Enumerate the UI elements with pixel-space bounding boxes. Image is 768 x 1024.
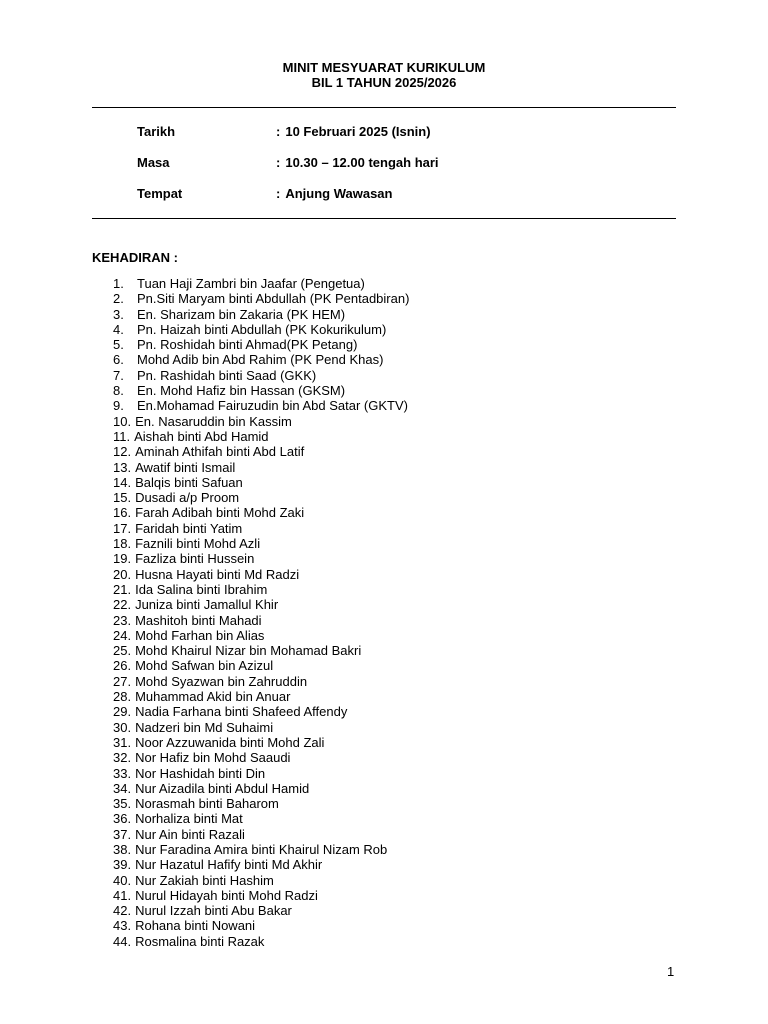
list-item-number: 10. <box>113 413 132 429</box>
list-item <box>113 735 409 750</box>
list-item-number: 27. <box>113 673 132 689</box>
attendance-heading: KEHADIRAN : <box>92 250 178 265</box>
list-item <box>113 276 409 291</box>
list-item <box>113 414 409 429</box>
list-item <box>113 796 409 811</box>
info-value <box>276 186 392 202</box>
document-title: MINIT MESYUARAT KURIKULUM <box>282 60 486 75</box>
list-item-number: 19. <box>113 551 132 567</box>
list-item <box>113 628 409 643</box>
top-divider <box>92 107 676 108</box>
list-item <box>113 597 409 612</box>
list-item-name: En. Sharizam bin Zakaria (PK HEM) <box>137 306 346 322</box>
info-colon: : <box>276 155 281 170</box>
info-row-masa <box>137 155 677 171</box>
list-item-number: 11. <box>113 428 131 444</box>
list-item-number: 36. <box>113 811 132 827</box>
list-item-number: 1. <box>113 276 124 291</box>
list-item <box>113 613 409 628</box>
list-item-name: Noor Azzuwanida binti Mohd Zali <box>135 734 325 750</box>
list-item <box>113 337 409 352</box>
list-item-name: Nur Faradina Amira binti Khairul Nizam Rob <box>135 841 388 857</box>
list-item-name: Aminah Athifah binti Abd Latif <box>135 444 305 460</box>
list-item-number: 39. <box>113 857 132 873</box>
list-item-name: En. Mohd Hafiz bin Hassan (GKSM) <box>137 383 346 399</box>
list-item <box>113 307 409 322</box>
list-item <box>113 429 409 444</box>
list-item-number: 44. <box>113 933 132 949</box>
info-value-text: 10 Februari 2025 (Isnin) <box>285 124 431 139</box>
list-item <box>113 811 409 826</box>
list-item-number: 15. <box>113 490 132 506</box>
list-item-number: 21. <box>113 581 132 597</box>
attendance-list <box>113 276 409 949</box>
list-item-name: Mohd Safwan bin Azizul <box>135 658 274 674</box>
list-item-number: 37. <box>113 826 132 842</box>
list-item-number: 24. <box>113 627 132 643</box>
list-item-number: 26. <box>113 658 132 674</box>
list-item-name: Balqis binti Safuan <box>135 474 243 490</box>
list-item-name: Norasmah binti Baharom <box>135 796 279 812</box>
list-item-number: 5. <box>113 337 124 353</box>
list-item-name: Aishah binti Abd Hamid <box>134 428 269 444</box>
list-item <box>113 383 409 398</box>
list-item-name: Nurul Hidayah binti Mohd Radzi <box>135 887 318 903</box>
list-item-name: Ida Salina binti Ibrahim <box>135 581 268 597</box>
list-item-number: 32. <box>113 750 132 766</box>
list-item <box>113 322 409 337</box>
list-item-name: Muhammad Akid bin Anuar <box>135 689 291 705</box>
list-item-name: Rohana binti Nowani <box>135 918 256 934</box>
list-item <box>113 689 409 704</box>
list-item-number: 38. <box>113 841 132 857</box>
list-item-number: 12. <box>113 444 132 460</box>
document-subtitle: BIL 1 TAHUN 2025/2026 <box>311 75 457 90</box>
list-item-name: Mohd Syazwan bin Zahruddin <box>135 673 308 689</box>
bottom-divider <box>92 218 676 219</box>
list-item-number: 8. <box>113 383 124 399</box>
list-item-name: En.Mohamad Fairuzudin bin Abd Satar (GKTV) <box>137 398 408 414</box>
list-item-name: Rosmalina binti Razak <box>135 933 265 949</box>
list-item-name: Mohd Adib bin Abd Rahim (PK Pend Khas) <box>137 352 384 368</box>
list-item <box>113 781 409 796</box>
list-item-name: Nur Aizadila binti Abdul Hamid <box>135 780 310 796</box>
list-item-name: Mohd Farhan bin Alias <box>135 627 265 643</box>
info-label: Masa <box>137 155 170 170</box>
list-item-number: 35. <box>113 796 132 812</box>
list-item <box>113 398 409 413</box>
list-item <box>113 827 409 842</box>
list-item-number: 4. <box>113 321 124 337</box>
list-item-name: Mashitoh binti Mahadi <box>135 612 262 628</box>
list-item <box>113 873 409 888</box>
info-colon: : <box>276 186 281 201</box>
list-item-number: 2. <box>113 291 124 307</box>
list-item-number: 29. <box>113 704 132 720</box>
list-item-name: Nur Hazatul Hafify binti Md Akhir <box>135 857 323 873</box>
info-value-text: 10.30 – 12.00 tengah hari <box>285 155 439 170</box>
list-item-number: 6. <box>113 352 124 368</box>
list-item-number: 9. <box>113 398 124 414</box>
info-value <box>276 124 431 140</box>
list-item-number: 30. <box>113 719 132 735</box>
list-item-name: Pn. Roshidah binti Ahmad(PK Petang) <box>137 337 358 353</box>
list-item <box>113 460 409 475</box>
list-item-name: Nor Hafiz bin Mohd Saaudi <box>135 750 291 766</box>
info-label: Tempat <box>137 186 183 201</box>
list-item-number: 7. <box>113 367 124 383</box>
list-item-number: 34. <box>113 780 132 796</box>
list-item <box>113 674 409 689</box>
list-item-number: 16. <box>113 505 132 521</box>
list-item-name: Tuan Haji Zambri bin Jaafar (Pengetua) <box>137 276 365 291</box>
info-row-tarikh <box>137 124 677 140</box>
list-item <box>113 903 409 918</box>
info-value-text: Anjung Wawasan <box>285 186 393 201</box>
list-item-number: 23. <box>113 612 132 628</box>
list-item-name: Nadzeri bin Md Suhaimi <box>135 719 274 735</box>
list-item-name: Juniza binti Jamallul Khir <box>135 597 279 613</box>
list-item-number: 17. <box>113 520 132 536</box>
list-item-number: 14. <box>113 474 132 490</box>
list-item <box>113 368 409 383</box>
list-item-name: Dusadi a/p Proom <box>135 490 240 506</box>
list-item <box>113 551 409 566</box>
list-item <box>113 536 409 551</box>
list-item <box>113 291 409 306</box>
list-item <box>113 842 409 857</box>
list-item <box>113 888 409 903</box>
list-item-number: 33. <box>113 765 132 781</box>
list-item-name: Nur Zakiah binti Hashim <box>135 872 274 888</box>
list-item <box>113 444 409 459</box>
list-item-number: 40. <box>113 872 132 888</box>
list-item-name: Faznili binti Mohd Azli <box>135 536 261 552</box>
list-item <box>113 582 409 597</box>
list-item <box>113 352 409 367</box>
list-item-number: 25. <box>113 643 132 659</box>
list-item-number: 43. <box>113 918 132 934</box>
list-item <box>113 490 409 505</box>
list-item <box>113 704 409 719</box>
list-item-name: Pn. Rashidah binti Saad (GKK) <box>137 367 317 383</box>
list-item-name: Nurul Izzah binti Abu Bakar <box>135 903 292 919</box>
list-item <box>113 658 409 673</box>
list-item <box>113 475 409 490</box>
list-item-name: En. Nasaruddin bin Kassim <box>135 413 292 429</box>
list-item <box>113 918 409 933</box>
list-item <box>113 643 409 658</box>
list-item-name: Farah Adibah binti Mohd Zaki <box>135 505 305 521</box>
list-item-name: Pn.Siti Maryam binti Abdullah (PK Pentadbiran) <box>137 291 410 307</box>
list-item <box>113 567 409 582</box>
list-item-name: Nur Ain binti Razali <box>135 826 245 842</box>
list-item-name: Mohd Khairul Nizar bin Mohamad Bakri <box>135 643 362 659</box>
list-item-number: 42. <box>113 903 132 919</box>
page-number: 1 <box>667 964 675 979</box>
info-row-tempat <box>137 186 677 202</box>
list-item-number: 41. <box>113 887 132 903</box>
list-item-name: Fazliza binti Hussein <box>135 551 255 567</box>
list-item-name: Norhaliza binti Mat <box>135 811 243 827</box>
list-item-number: 28. <box>113 689 132 705</box>
list-item-number: 31. <box>113 734 132 750</box>
list-item-name: Faridah binti Yatim <box>135 520 243 536</box>
list-item <box>113 521 409 536</box>
list-item-name: Nadia Farhana binti Shafeed Affendy <box>135 704 348 720</box>
list-item-number: 20. <box>113 566 132 582</box>
list-item <box>113 750 409 765</box>
list-item-name: Nor Hashidah binti Din <box>135 765 266 781</box>
list-item-number: 18. <box>113 536 132 552</box>
list-item-number: 3. <box>113 306 124 322</box>
list-item-name: Pn. Haizah binti Abdullah (PK Kokurikulum) <box>137 321 387 337</box>
list-item-number: 22. <box>113 597 132 613</box>
list-item <box>113 766 409 781</box>
list-item <box>113 934 409 949</box>
info-value <box>276 155 439 171</box>
list-item <box>113 505 409 520</box>
list-item-name: Husna Hayati binti Md Radzi <box>135 566 300 582</box>
list-item <box>113 720 409 735</box>
info-colon: : <box>276 124 281 139</box>
info-label: Tarikh <box>137 124 176 139</box>
list-item-name: Awatif binti Ismail <box>135 459 236 475</box>
list-item-number: 13. <box>113 459 132 475</box>
list-item <box>113 857 409 872</box>
